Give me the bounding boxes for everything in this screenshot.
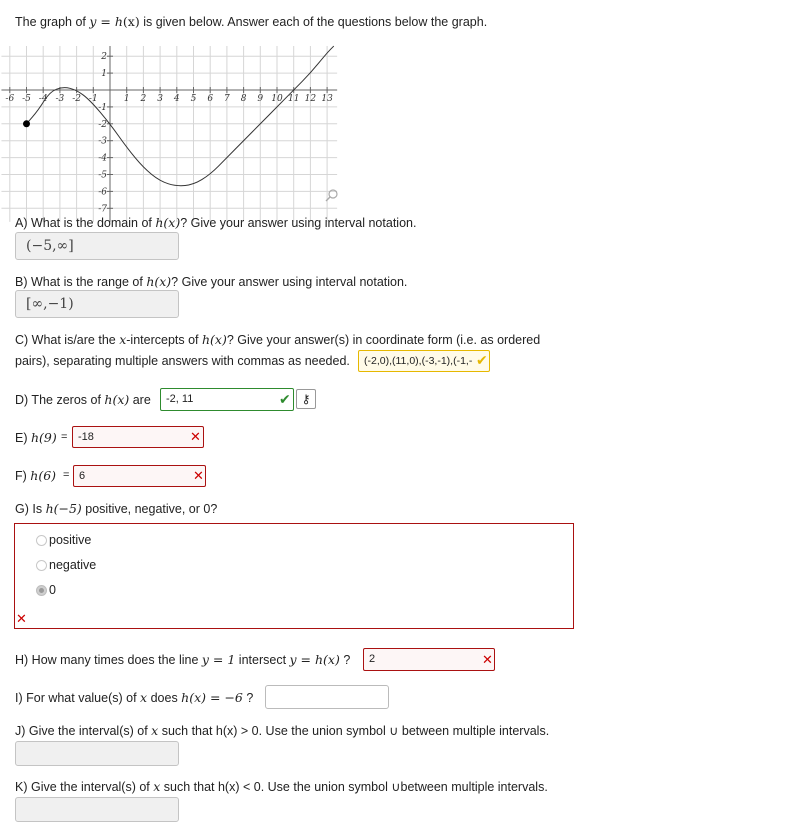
wrong-x-icon: ✕ — [16, 611, 27, 626]
x-tick-label: 4 — [173, 94, 180, 104]
y-tick-label: -3 — [98, 136, 107, 147]
key-icon[interactable]: ⚷ — [296, 389, 316, 409]
qi-b: does — [147, 691, 182, 705]
x-tick-label: 7 — [224, 94, 230, 104]
qh-c: ? — [339, 653, 351, 667]
option-positive-label: positive — [49, 533, 92, 547]
qc-answer: (-2,0),(11,0),(-3,-1),(-1,- — [364, 355, 473, 367]
intro-before: The graph of — [15, 15, 90, 29]
x-tick-label: 12 — [304, 94, 317, 104]
qi-x: x — [140, 690, 148, 705]
question-i — [15, 690, 253, 705]
qj-union: ∪ — [389, 724, 399, 738]
x-tick-label: -1 — [88, 94, 98, 104]
radio-negative[interactable] — [36, 560, 47, 571]
qh-line: y = 1 — [201, 652, 236, 667]
intro-y: y — [89, 14, 97, 29]
qk-b: such that h(x) < 0. Use the union symbol — [160, 780, 392, 794]
question-h — [15, 652, 350, 667]
closed-endpoint — [23, 120, 30, 127]
graph-axes — [1, 46, 337, 222]
negative-interval-box[interactable] — [15, 797, 179, 822]
qf-label: F) — [15, 469, 31, 483]
x-tick-label: 6 — [207, 94, 214, 104]
qb-fn: h(x) — [146, 274, 172, 289]
y-tick-label: -6 — [98, 187, 107, 198]
qc-c: ? Give your answer(s) in coordinate form (i.e. as ordered — [226, 333, 541, 347]
y-tick-labels — [98, 52, 107, 214]
qj-c: between multiple intervals. — [398, 724, 550, 738]
x-tick-label: 13 — [321, 94, 333, 104]
y-tick-label: 1 — [101, 69, 107, 80]
option-negative-label: negative — [49, 558, 97, 572]
qd-b: are — [129, 393, 151, 407]
graph-grid — [1, 46, 337, 222]
y-tick-label: -4 — [98, 153, 107, 164]
function-curve — [27, 46, 334, 186]
qa-fn: h(x) — [155, 215, 181, 230]
qh-b: intersect — [235, 653, 290, 667]
question-c-line2: pairs), separating multiple answers with commas as needed. — [15, 354, 350, 368]
question-j — [15, 723, 549, 738]
qi-a: I) For what value(s) of — [15, 691, 141, 705]
partial-check-icon: ✔ — [476, 352, 488, 368]
y-tick-label: 2 — [101, 52, 107, 63]
qj-x: x — [151, 723, 159, 738]
qa-label: A) What is the domain of — [15, 216, 156, 230]
qj-b: such that h(x) > 0. Use the union symbol — [158, 724, 390, 738]
qc-b: -intercepts of — [126, 333, 202, 347]
correct-check-icon: ✔ — [279, 391, 291, 407]
qd-fn: h(x) — [104, 392, 130, 407]
x-tick-label: 5 — [190, 94, 197, 104]
wrong-x-icon: ✕ — [193, 468, 204, 483]
question-e — [15, 430, 57, 445]
qi-c: ? — [242, 691, 254, 705]
x-tick-label: -4 — [38, 94, 48, 104]
x-tick-label: 2 — [140, 94, 147, 104]
intro-h: h — [114, 14, 123, 29]
option-zero-label: 0 — [49, 583, 56, 597]
qk-x: x — [153, 779, 161, 794]
qd-a: D) The zeros of — [15, 393, 105, 407]
qj-a: J) Give the interval(s) of — [15, 724, 152, 738]
option-group-box — [14, 523, 574, 629]
qk-union: ∪ — [391, 780, 401, 794]
x-tick-label: 10 — [271, 94, 283, 104]
x-tick-labels — [5, 94, 333, 104]
domain-answer-box[interactable]: (−5,∞] — [15, 232, 179, 260]
wrong-x-icon: ✕ — [482, 652, 493, 667]
qf-fn: h(6) — [30, 468, 57, 483]
qk-a: K) Give the interval(s) of — [15, 780, 154, 794]
y-tick-label: -1 — [98, 102, 107, 113]
question-b — [15, 274, 407, 289]
y-tick-label: -5 — [98, 170, 107, 181]
qf-eq: = — [63, 469, 70, 481]
y-tick-label: -2 — [98, 119, 107, 130]
x-tick-label: 11 — [287, 94, 300, 104]
qe-label: E) — [15, 431, 31, 445]
x-tick-label: -5 — [22, 94, 31, 104]
x-tick-label: -2 — [72, 94, 81, 104]
x-tick-label: -3 — [55, 94, 65, 104]
x-tick-label: -6 — [5, 94, 15, 104]
x-intercepts-input[interactable] — [358, 350, 490, 372]
qf-answer: 6 — [79, 470, 86, 482]
qg-a: G) Is — [15, 502, 46, 516]
wrong-x-icon: ✕ — [190, 429, 201, 444]
intersections-input[interactable] — [363, 648, 495, 671]
radio-positive[interactable] — [36, 535, 47, 546]
x-tick-label: 8 — [240, 94, 247, 104]
qg-fn: h(−5) — [45, 501, 82, 516]
qe-eq: = — [61, 431, 68, 443]
zeros-input[interactable] — [160, 388, 294, 411]
qb-rest: ? Give your answer using interval notation. — [171, 275, 408, 289]
qb-label: B) What is the range of — [15, 275, 147, 289]
qe-fn: h(9) — [30, 430, 57, 445]
intro-eq: = — [96, 14, 115, 29]
qi-fn: h(x) = −6 — [181, 690, 243, 705]
h6-input[interactable] — [73, 465, 206, 487]
qc-x: x — [119, 332, 127, 347]
qd-answer: -2, 11 — [166, 393, 194, 405]
y-tick-label: -7 — [98, 204, 107, 215]
x-tick-label: 1 — [123, 94, 130, 104]
x-tick-label: 3 — [157, 94, 163, 104]
question-f — [15, 468, 56, 483]
range-answer-box[interactable]: [∞,−1) — [15, 290, 179, 318]
qk-c: between multiple intervals. — [400, 780, 548, 794]
qa-rest: ? Give your answer using interval notation. — [180, 216, 417, 230]
qc-fn: h(x) — [202, 332, 227, 347]
question-c-line1 — [15, 332, 540, 347]
qh-answer: 2 — [369, 653, 376, 665]
question-a — [15, 215, 416, 230]
qh-a: H) How many times does the line — [15, 653, 202, 667]
question-d — [15, 392, 151, 407]
function-graph — [5, 38, 350, 215]
question-k — [15, 779, 548, 794]
qc-a: C) What is/are the — [15, 333, 120, 347]
qh-fn: y = h(x) — [289, 652, 340, 667]
question-g — [15, 501, 217, 516]
positive-interval-box[interactable] — [15, 741, 179, 766]
h9-input[interactable] — [72, 426, 204, 448]
qe-answer: -18 — [78, 431, 94, 443]
x-tick-label: 9 — [257, 94, 264, 104]
intro-text — [15, 14, 487, 29]
intro-after: is given below. Answer each of the questions below the graph. — [139, 15, 488, 29]
radio-zero[interactable] — [36, 585, 47, 596]
qg-b: positive, negative, or 0? — [81, 502, 218, 516]
intro-x: (x) — [122, 14, 140, 29]
h-equals-neg6-input[interactable] — [265, 685, 389, 709]
